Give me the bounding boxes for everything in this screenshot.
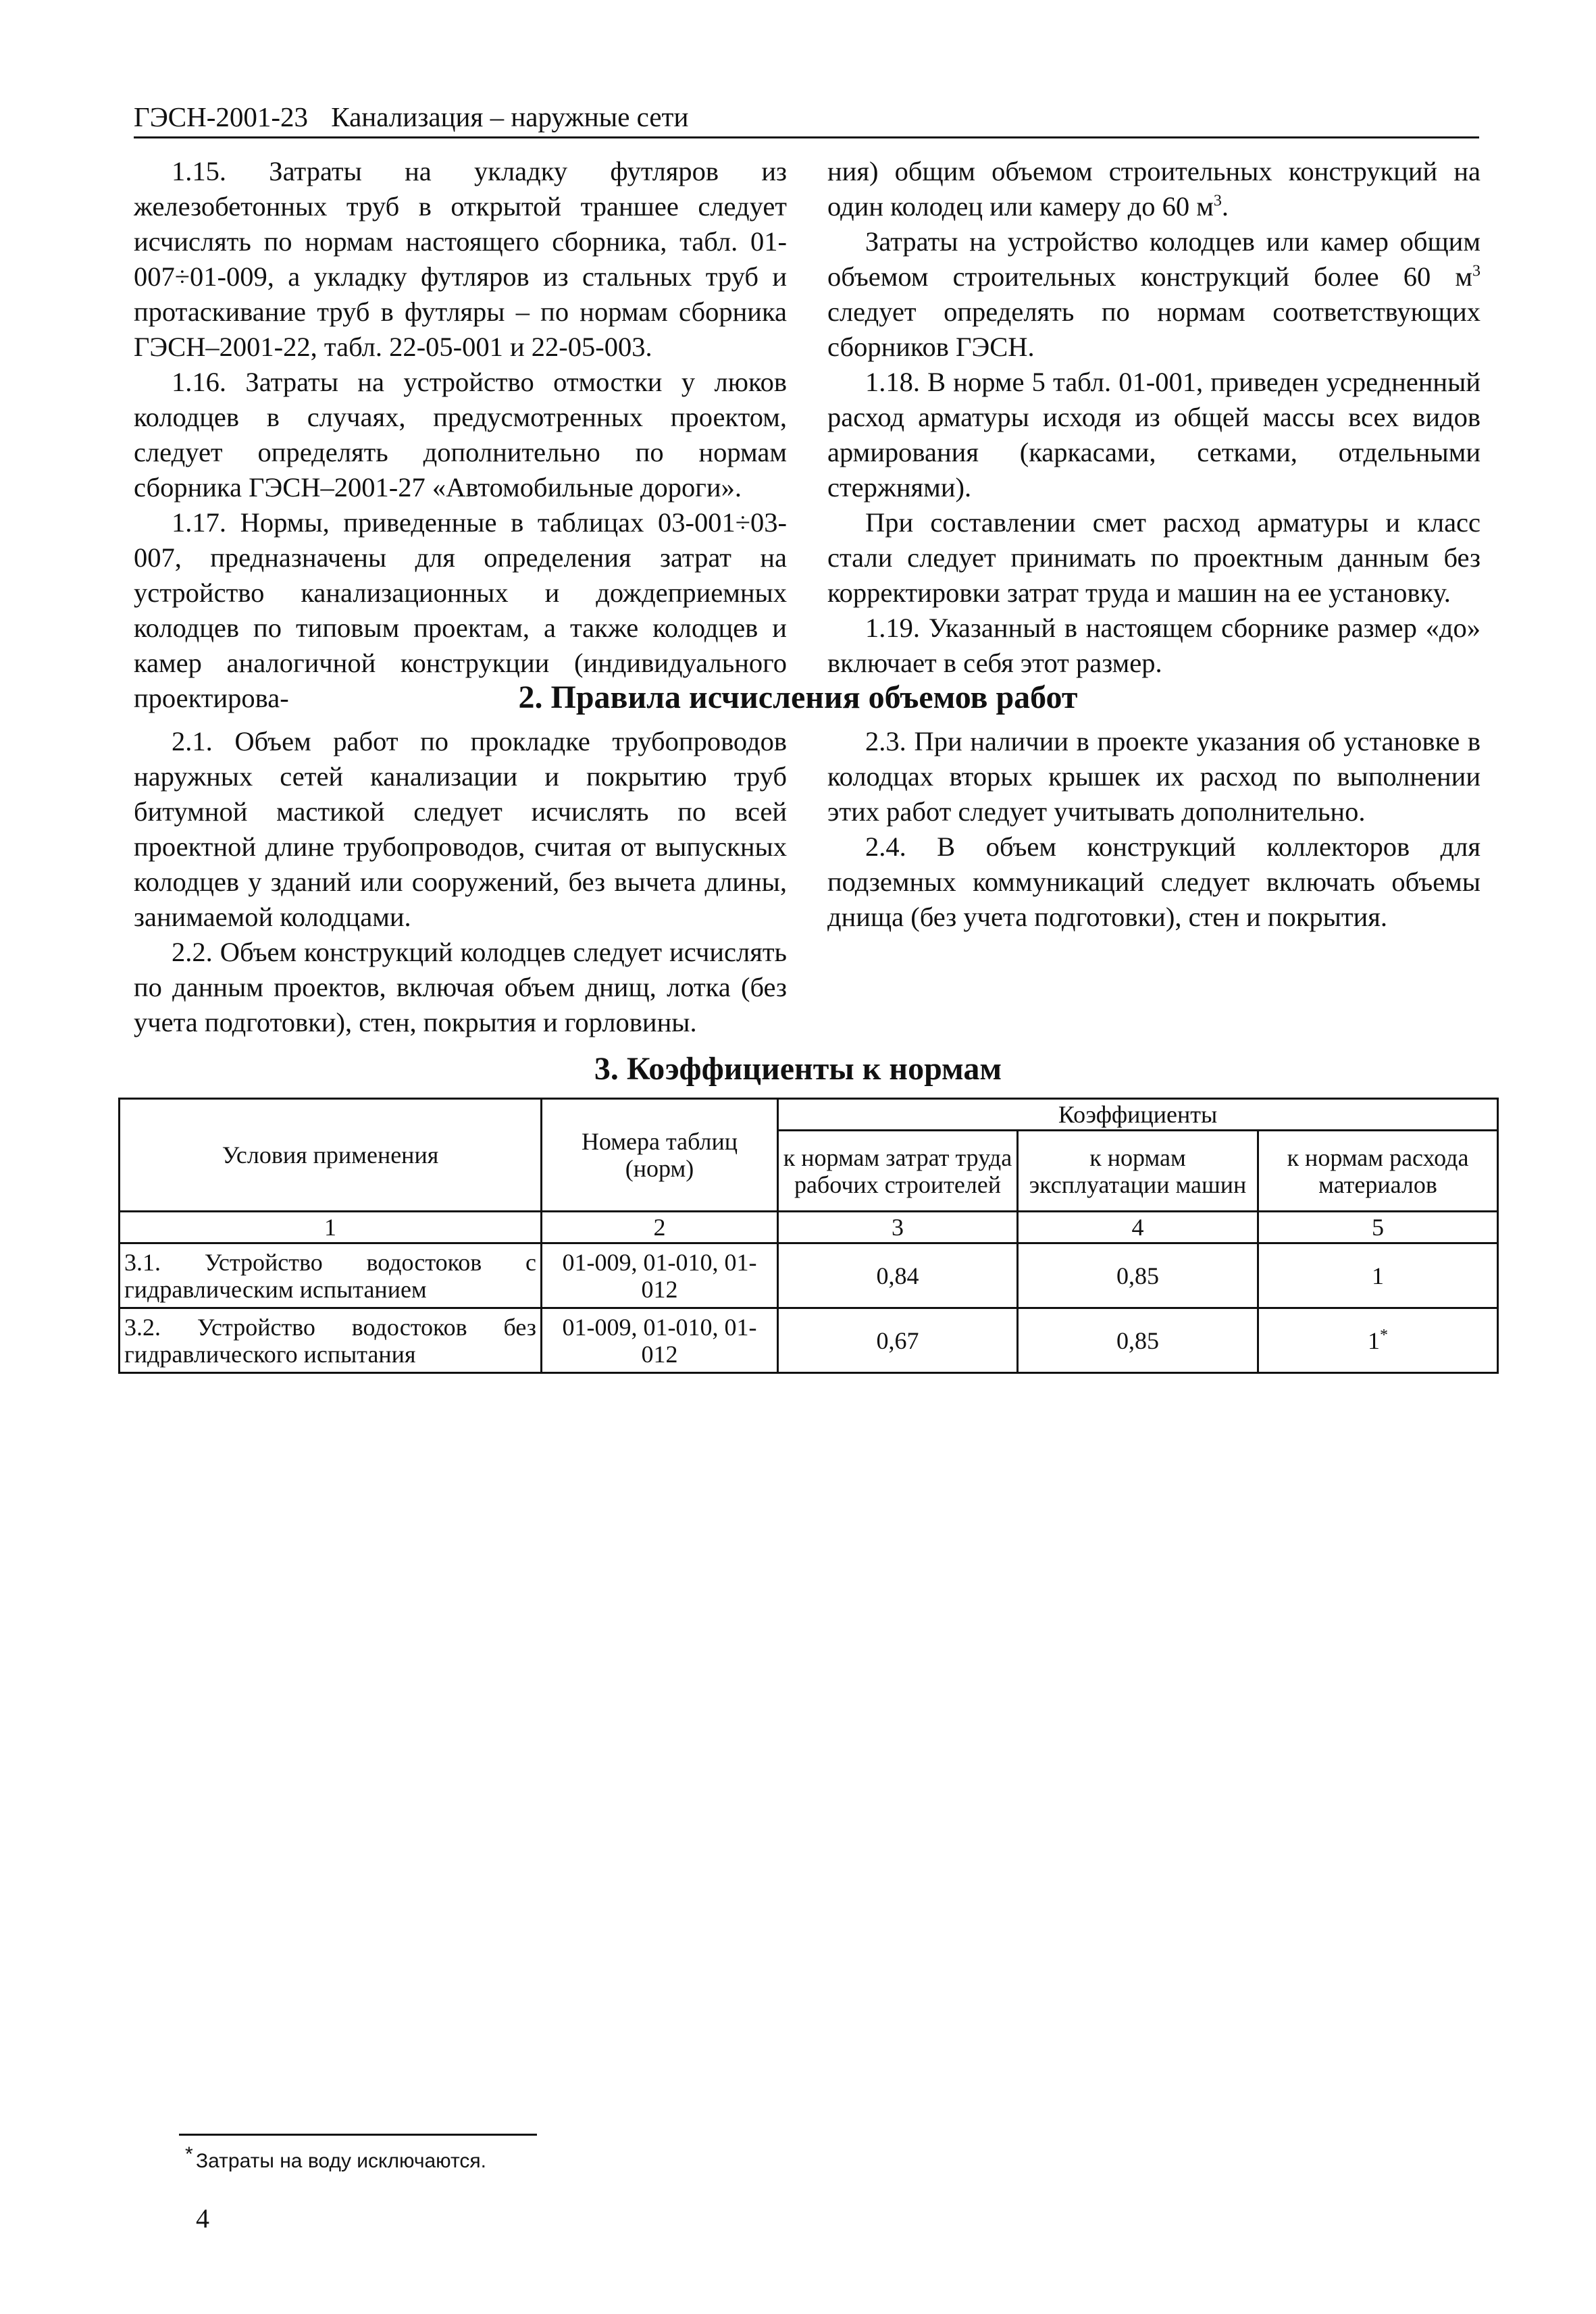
- materials-coefficient: 1: [1258, 1243, 1498, 1308]
- materials-coefficient: 1*: [1258, 1308, 1498, 1373]
- header-materials: к нормам расхода материалов: [1258, 1131, 1498, 1212]
- table-header-row: [120, 1099, 1498, 1131]
- document-code: ГЭСН-2001-23: [134, 101, 309, 132]
- running-header: [134, 100, 1479, 138]
- footnote-reference: *: [1380, 1326, 1388, 1344]
- paragraph-1-16: 1.16. Затраты на устройство отмостки у люков колодцев в случаях, предусмотренных проектом, следует определять дополнительно по нормам сборника ГЭСН–2001-27 «Автомобильные дороги».: [134, 367, 787, 503]
- footnote-mark: *: [185, 2143, 193, 2165]
- footnote-divider: [179, 2134, 537, 2136]
- header-conditions: Условия применения: [120, 1099, 542, 1212]
- section2-left-column: [134, 724, 787, 1040]
- paragraph-2-4: 2.4. В объем конструкций коллекторов для подземных коммуникаций следует включать объемы днища (без учета подготовки), стен и покрытия.: [827, 831, 1481, 932]
- header-coefficients: Коэффициенты: [778, 1099, 1498, 1131]
- paragraph-1-18: 1.18. В норме 5 табл. 01-001, приведен усредненный расход арматуры исходя из общей массы всех видов армирования (каркасами, сетками, отдельными стержнями).: [827, 367, 1481, 503]
- column-number-row: [120, 1212, 1498, 1243]
- paragraph-2-3: 2.3. При наличии в проекте указания об установке в колодцах вторых крышек их расход по выполнении этих работ следует учитывать дополнительно.: [827, 726, 1481, 827]
- section2-right-column: [827, 724, 1481, 1040]
- table-row: [120, 1308, 1498, 1373]
- column-number: 1: [120, 1212, 542, 1243]
- paragraph-chambers-over-60: Затраты на устройство колодцев или камер общим объемом строительных конструкций более 60 $м^3$ следует определять по нормам соответствующих сборников ГЭСН.: [827, 226, 1481, 362]
- header-machines: к нормам эксплуатации машин: [1018, 1131, 1258, 1212]
- table-numbers-cell: 01-009, 01-010, 01-012: [542, 1243, 778, 1308]
- page-number: 4: [196, 2203, 209, 2234]
- column-number: 4: [1018, 1212, 1258, 1243]
- machines-coefficient: 0,85: [1018, 1308, 1258, 1373]
- column-number: 2: [542, 1212, 778, 1243]
- paragraph-1-15: 1.15. Затраты на укладку футляров из железобетонных труб в открытой траншее следует исчислять по нормам настоящего сборника, табл. 01-007÷01-009, а укладку футляров из стальных труб и протаскивание труб в футляры – по нормам сборника ГЭСН–2001-22, табл. 22-05-001 и 22-05-003.: [134, 156, 787, 362]
- section3-title: 3. Коэффициенты к нормам: [594, 1051, 1002, 1087]
- paragraph-2-1: 2.1. Объем работ по прокладке трубопроводов наружных сетей канализации и покрытию труб битумной мастикой следует исчислять по всей проектной длине трубопроводов, считая от выпускных колодцев у зданий или сооружений, без вычета длины, занимаемой колодцами.: [134, 726, 787, 932]
- document-title: Канализация – наружные сети: [331, 101, 689, 132]
- section1-left-column: [134, 154, 787, 716]
- section2-title: 2. Правила исчисления объемов работ: [518, 679, 1078, 715]
- header-table-numbers: Номера таблиц (норм): [542, 1099, 778, 1212]
- footnote: [185, 2143, 1006, 2175]
- condition-cell: 3.1. Устройство водостоков с гидравлическим испытанием: [120, 1243, 542, 1308]
- table-row: [120, 1243, 1498, 1308]
- coefficients-table: [118, 1098, 1499, 1374]
- paragraph-2-2: 2.2. Объем конструкций колодцев следует исчислять по данным проектов, включая объем днищ, лотка (без учета подготовки), стен, покрытия и горловины.: [134, 937, 787, 1037]
- footnote-text: Затраты на воду исключаются.: [196, 2150, 486, 2172]
- labor-coefficient: 0,84: [778, 1243, 1018, 1308]
- condition-cell: 3.2. Устройство водостоков без гидравлического испытания: [120, 1308, 542, 1373]
- paragraph-1-17-continuation: ния) общим объемом строительных конструкций на один колодец или камеру до 60 $м^3$.: [827, 156, 1481, 222]
- labor-coefficient: 0,67: [778, 1308, 1018, 1373]
- column-number: 3: [778, 1212, 1018, 1243]
- column-number: 5: [1258, 1212, 1498, 1243]
- section1-right-column: [827, 154, 1481, 716]
- header-labor: к нормам затрат труда рабочих строителей: [778, 1131, 1018, 1212]
- paragraph-1-19: 1.19. Указанный в настоящем сборнике размер «до» включает в себя этот размер.: [827, 613, 1481, 678]
- section2-columns: [134, 724, 1481, 1040]
- table-numbers-cell: 01-009, 01-010, 01-012: [542, 1308, 778, 1373]
- paragraph-1-17: 1.17. Нормы, приведенные в таблицах 03-001÷03-007, предназначены для определения затрат на устройство канализационных и дождеприемных колодцев по типовым проектам, а также колодцев и камер аналогичной конструкции (индивидуального проектирова-: [134, 507, 787, 713]
- paragraph-reinforcement-estimates: При составлении смет расход арматуры и класс стали следует принимать по проектным данным без корректировки затрат труда и машин на ее установку.: [827, 507, 1481, 608]
- section1-columns: [134, 154, 1481, 716]
- machines-coefficient: 0,85: [1018, 1243, 1258, 1308]
